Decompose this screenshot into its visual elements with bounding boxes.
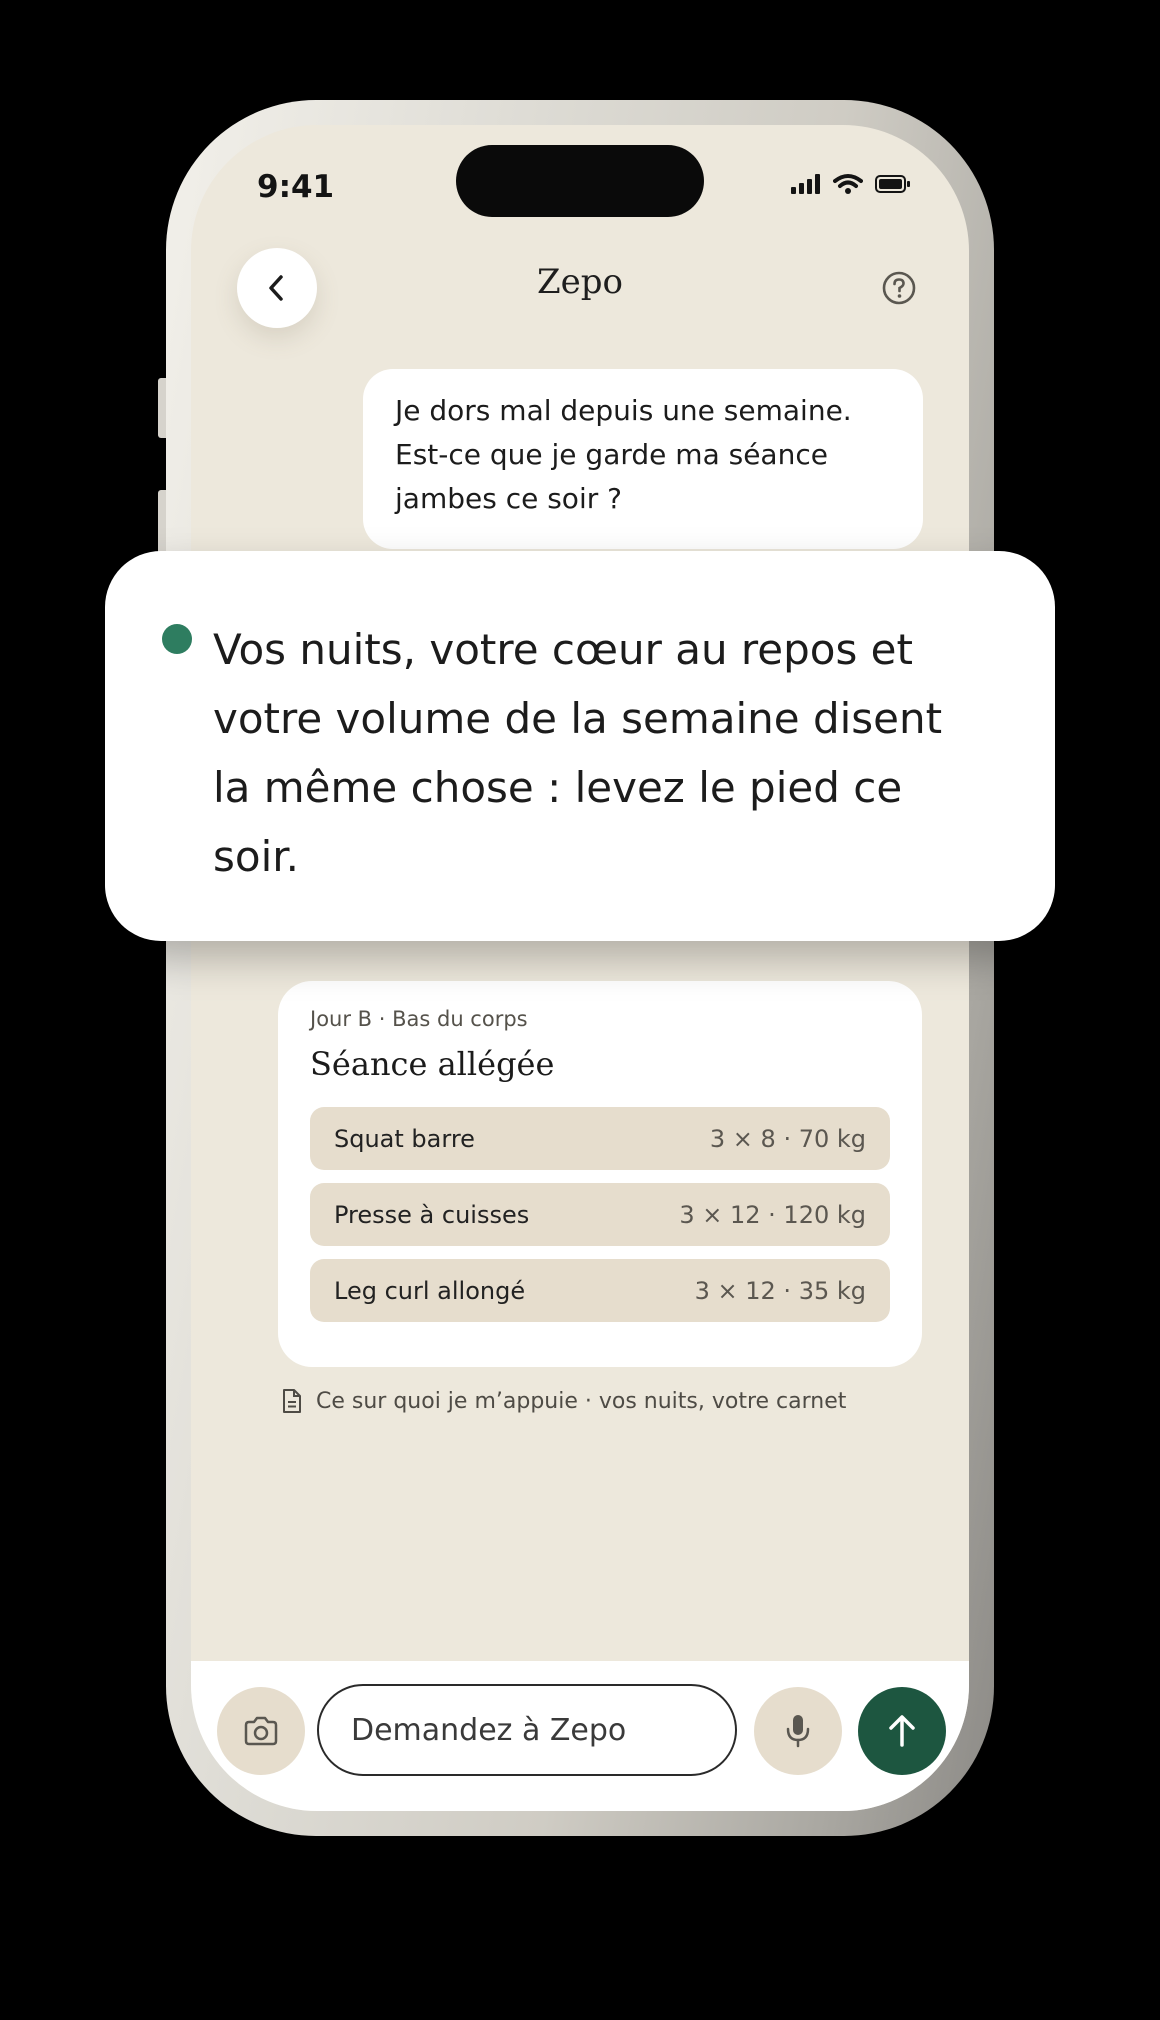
dynamic-island bbox=[456, 145, 704, 217]
exercise-name: Squat barre bbox=[334, 1124, 475, 1153]
session-eyebrow: Jour B · Bas du corps bbox=[310, 1007, 528, 1031]
exercise-detail: 3 × 8 · 70 kg bbox=[709, 1124, 866, 1153]
exercise-list bbox=[310, 1107, 890, 1322]
exercise-detail: 3 × 12 · 35 kg bbox=[694, 1276, 866, 1305]
exercise-row[interactable] bbox=[310, 1259, 890, 1322]
exercise-row[interactable] bbox=[310, 1183, 890, 1246]
assistant-callout bbox=[105, 551, 1055, 941]
wifi-icon bbox=[833, 173, 863, 195]
status-time: 9:41 bbox=[257, 169, 335, 205]
source-note-text: Ce sur quoi je m’appuie · vos nuits, votre carnet bbox=[316, 1388, 847, 1414]
help-icon[interactable] bbox=[881, 270, 917, 306]
camera-button[interactable] bbox=[217, 1687, 305, 1775]
status-icons bbox=[791, 173, 911, 195]
exercise-name: Leg curl allongé bbox=[334, 1276, 526, 1305]
microphone-icon bbox=[785, 1713, 811, 1749]
session-card[interactable] bbox=[278, 981, 922, 1367]
page-title: Zepo bbox=[537, 262, 623, 302]
exercise-name: Presse à cuisses bbox=[334, 1200, 530, 1229]
status-dot bbox=[162, 624, 192, 654]
composer-bar bbox=[191, 1661, 969, 1811]
session-title: Séance allégée bbox=[310, 1045, 555, 1083]
exercise-detail: 3 × 12 · 120 kg bbox=[679, 1200, 866, 1229]
exercise-row[interactable] bbox=[310, 1107, 890, 1170]
signal-icon bbox=[791, 174, 821, 194]
assistant-message: Vos nuits, votre cœur au repos et votre volume de la semaine disent la même chose : levez le pied ce soir. bbox=[213, 625, 943, 881]
arrow-up-icon bbox=[886, 1713, 918, 1749]
source-note[interactable] bbox=[282, 1388, 846, 1414]
microphone-button[interactable] bbox=[754, 1687, 842, 1775]
user-message-bubble: Je dors mal depuis une semaine. Est-ce que je garde ma séance jambes ce soir ? bbox=[363, 369, 923, 549]
camera-icon bbox=[243, 1716, 279, 1746]
send-button[interactable] bbox=[858, 1687, 946, 1775]
battery-icon bbox=[875, 174, 911, 194]
phone-screen bbox=[191, 125, 969, 1811]
message-input[interactable] bbox=[317, 1684, 737, 1776]
document-icon bbox=[282, 1388, 302, 1414]
